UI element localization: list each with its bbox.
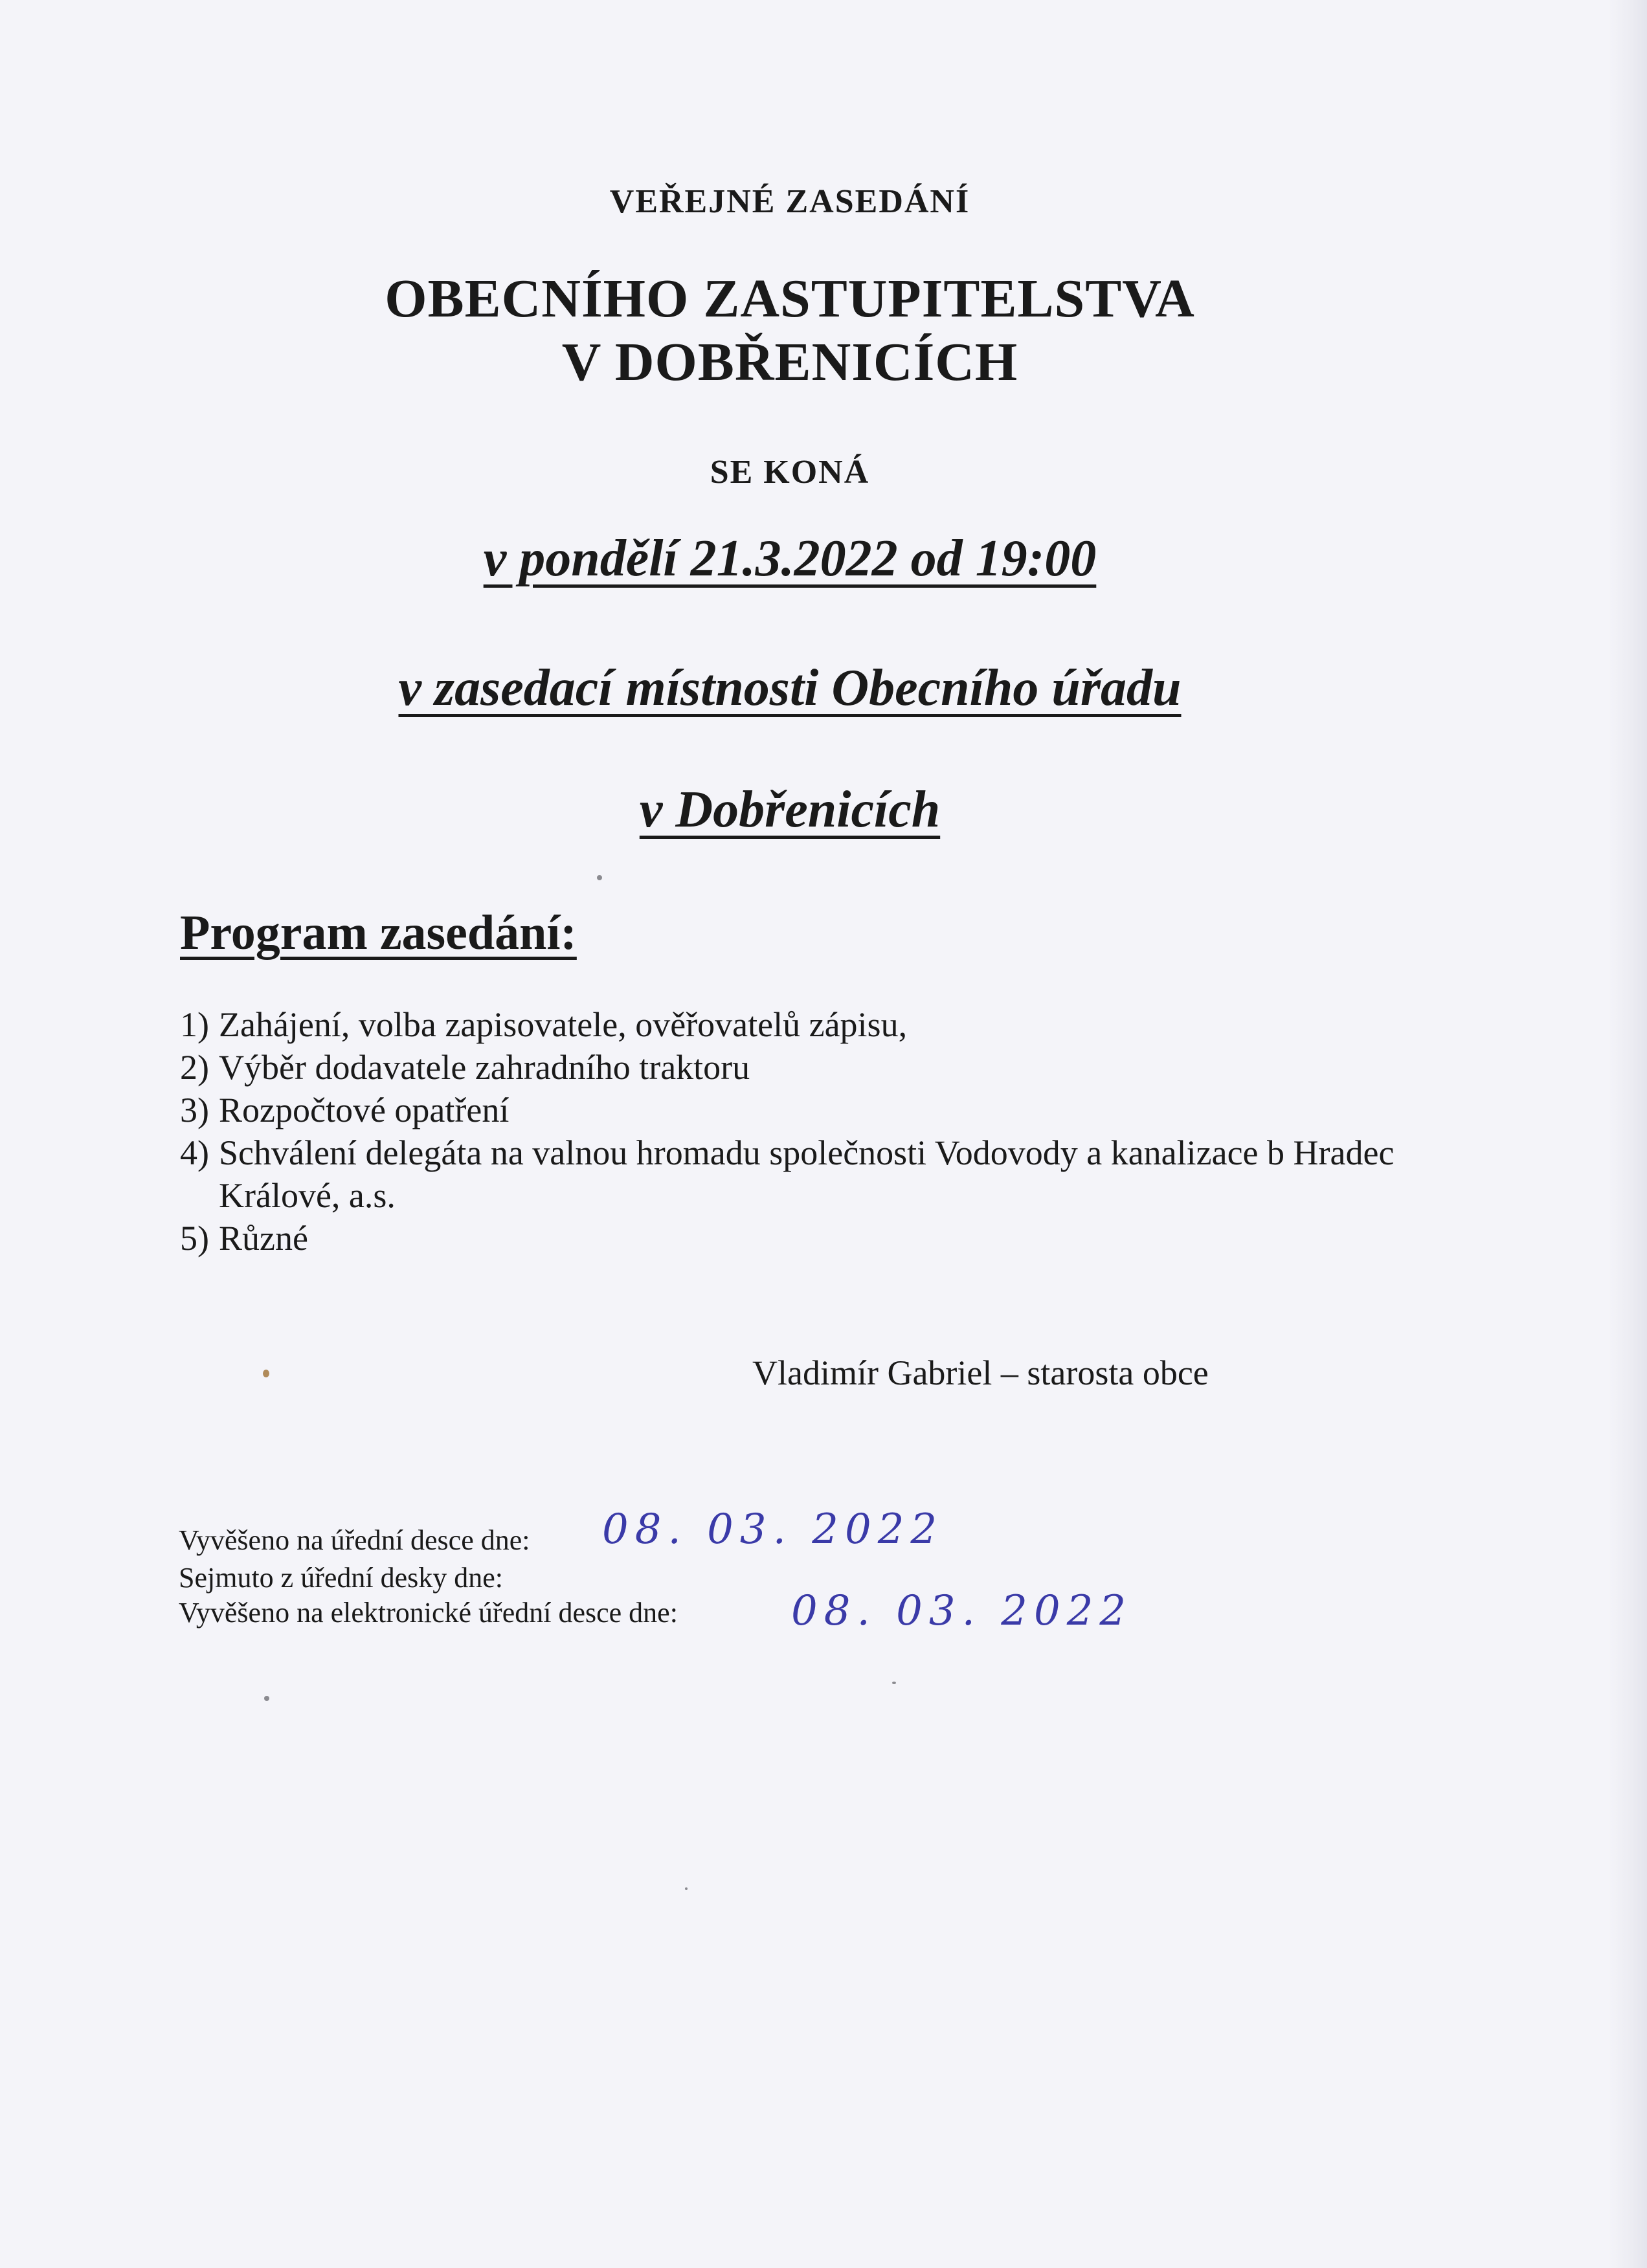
agenda-item-text: Rozpočtové opatření [219, 1091, 510, 1129]
mayor-signature-line: Vladimír Gabriel – starosta obce [752, 1353, 1209, 1392]
agenda-item [180, 1217, 1449, 1260]
agenda-item-text: Schválení delegáta na valnou hromadu společnosti Vodovody a kanalizace b Hradec Králové, a.s. [219, 1133, 1395, 1215]
agenda-item-text: Výběr dodavatele zahradního traktoru [219, 1048, 750, 1087]
agenda-item-number: 1) [180, 1005, 209, 1044]
scan-speck [892, 1682, 896, 1684]
meeting-town: v Dobřenicích [639, 781, 941, 838]
agenda-item [180, 1089, 1449, 1131]
agenda-item-text: Různé [219, 1219, 308, 1258]
council-heading-line1: OBECNÍHO ZASTUPITELSTVA [385, 269, 1195, 329]
meeting-type-heading: VEŘEJNÉ ZASEDÁNÍ [609, 183, 970, 220]
scan-speck [597, 875, 602, 880]
scan-edge-shadow [1608, 0, 1647, 2268]
posted-date-handwritten: 08. 03. 2022 [602, 1506, 944, 1553]
agenda-item-number: 3) [180, 1091, 209, 1129]
electronic-posted-label: Vyvěšeno na elektronické úřední desce dne: [179, 1597, 678, 1629]
agenda-item-text: Zahájení, volba zapisovatele, ověřovatelů zápisu, [219, 1005, 908, 1044]
agenda-item [180, 1046, 1449, 1089]
agenda-item-number: 5) [180, 1219, 209, 1258]
removed-label: Sejmuto z úřední desky dne: [179, 1562, 504, 1594]
scan-speck [263, 1370, 269, 1377]
agenda-item-number: 2) [180, 1048, 209, 1087]
agenda-list [180, 1003, 1449, 1260]
scan-speck [685, 1887, 688, 1890]
posted-label: Vyvěšeno na úřední desce dne: [179, 1524, 530, 1556]
scan-speck [264, 1696, 269, 1701]
council-heading-line2: V DOBŘENICÍCH [561, 332, 1018, 392]
agenda-item [180, 1003, 1449, 1046]
meeting-datetime: v pondělí 21.3.2022 od 19:00 [483, 530, 1097, 587]
program-title: Program zasedání: [180, 906, 577, 960]
meeting-venue: v zasedací místnosti Obecního úřadu [398, 660, 1182, 717]
electronic-date-handwritten: 08. 03. 2022 [791, 1587, 1133, 1635]
agenda-item-number: 4) [180, 1133, 209, 1172]
held-heading: SE KONÁ [710, 454, 870, 491]
agenda-item [180, 1131, 1449, 1217]
